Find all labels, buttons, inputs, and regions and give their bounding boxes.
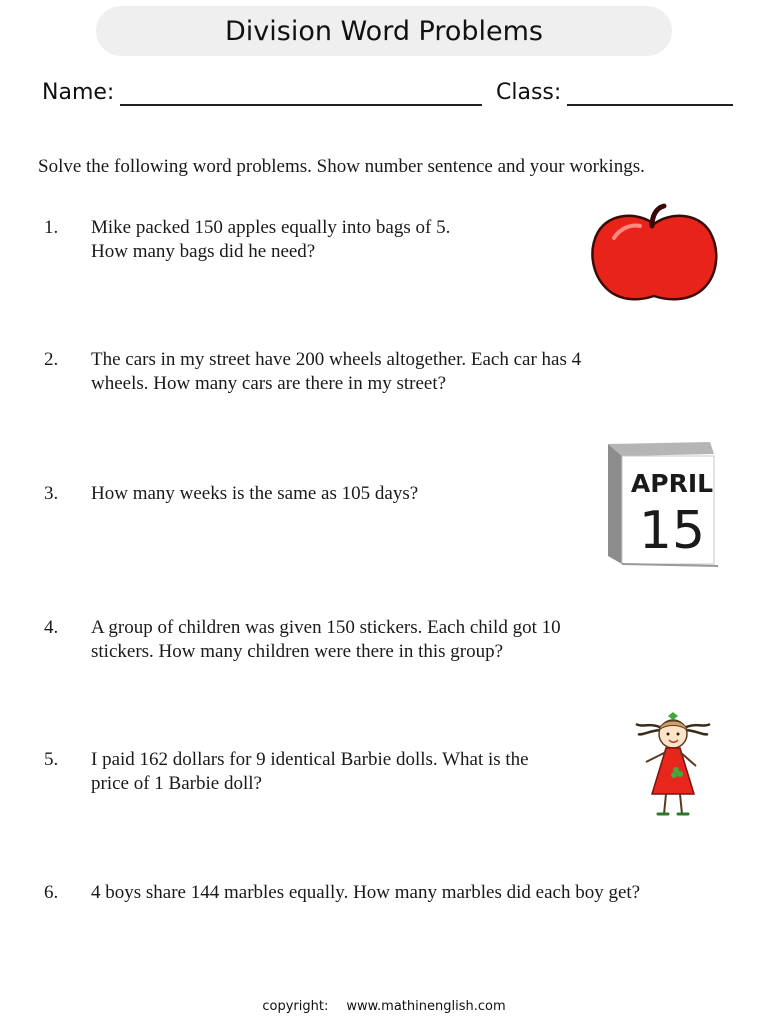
class-label: Class:: [496, 80, 562, 105]
question-text: [91, 482, 418, 506]
question-line: price of 1 Barbie doll?: [91, 773, 262, 794]
question-text: [91, 748, 529, 796]
calendar-day: 15: [638, 501, 706, 561]
title-banner: [96, 6, 672, 56]
question-text: [91, 348, 581, 396]
question-text: [91, 881, 640, 905]
class-line[interactable]: [567, 104, 733, 106]
student-fields: [42, 80, 734, 110]
question-number: 4.: [44, 617, 59, 638]
page-title: Division Word Problems: [225, 15, 543, 47]
apple-icon: [588, 202, 722, 306]
footer: [0, 999, 768, 1014]
question-line: How many weeks is the same as 105 days?: [91, 483, 419, 504]
name-line[interactable]: [120, 104, 482, 106]
question-number: 5.: [44, 749, 59, 770]
question-number: 2.: [44, 349, 59, 370]
question-line: How many bags did he need?: [91, 241, 316, 262]
question-line: Mike packed 150 apples equally into bags of 5.: [91, 217, 451, 238]
question-line: I paid 162 dollars for 9 identical Barbie dolls. What is the: [91, 749, 529, 770]
girl-icon: [632, 708, 714, 824]
question-line: The cars in my street have 200 wheels altogether. Each car has 4: [91, 349, 582, 370]
question-number: 6.: [44, 882, 59, 903]
copyright-label: copyright:: [262, 999, 329, 1014]
instructions: Solve the following word problems. Show number sentence and your workings.: [38, 156, 645, 177]
calendar-icon: [606, 438, 722, 570]
calendar-month: APRIL: [630, 469, 714, 498]
question-line: 4 boys share 144 marbles equally. How many marbles did each boy get?: [91, 882, 641, 903]
question-number: 3.: [44, 483, 59, 504]
question-text: [91, 616, 561, 664]
question-line: A group of children was given 150 stickers. Each child got 10: [91, 617, 561, 638]
question-text: [91, 216, 450, 264]
question-line: wheels. How many cars are there in my street?: [91, 373, 447, 394]
question-number: 1.: [44, 217, 59, 238]
footer-link[interactable]: www.mathinenglish.com: [346, 999, 506, 1014]
question-line: stickers. How many children were there in this group?: [91, 641, 504, 662]
name-label: Name:: [42, 80, 115, 105]
